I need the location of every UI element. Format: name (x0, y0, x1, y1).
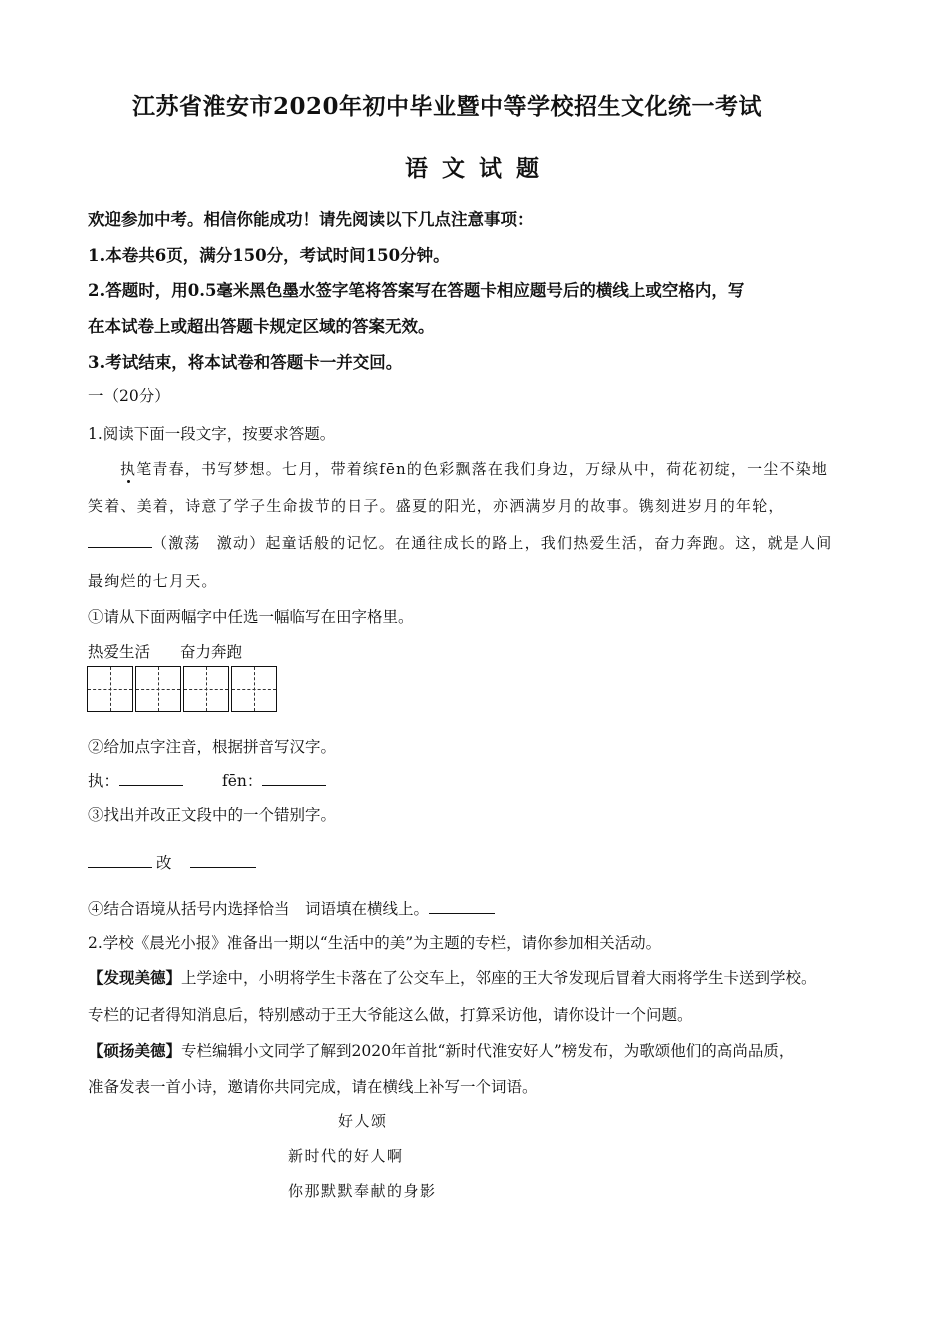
tianzige-cell[interactable] (135, 666, 181, 712)
praise-tag: 【硕扬美德】 (88, 1041, 182, 1060)
exam-title: 江苏省淮安市2020年初中毕业暨中等学校招生文化统一考试 (132, 93, 763, 120)
pinyin-answer-1 (88, 769, 183, 791)
passage-options: （激荡 激动） (152, 534, 266, 552)
notice-item-1: 1.本卷共6页，满分150分，考试时间150分钟。 (88, 246, 450, 265)
praise-text-1: 专栏编辑小文同学了解到2020年首批“新时代淮安好人”榜发布，为歌颂他们的高尚品质， (181, 1042, 795, 1060)
passage-line-3 (88, 532, 832, 553)
q1-sub4-text: ④结合语境从括号内选择恰当 词语填在横线上。 (88, 900, 430, 918)
poem-line-1: 新时代的好人啊 (288, 1147, 404, 1165)
passage-line-4: 最绚烂的七月天。 (88, 572, 218, 590)
q1-sub3: ③找出并改正文段中的一个错别字。 (88, 806, 337, 824)
correct-char-blank[interactable] (190, 853, 256, 868)
correction-line (88, 851, 256, 873)
poem-title: 好人颂 (338, 1112, 388, 1130)
pinyin-blank-1[interactable] (119, 771, 183, 786)
praise-line-2: 准备发表一首小诗，邀请你共同完成，请在横线上补写一个词语。 (88, 1078, 538, 1096)
notice-intro: 欢迎参加中考。相信你能成功！请先阅读以下几点注意事项： (88, 210, 534, 229)
q1-sub1: ①请从下面两幅字中任选一幅临写在田字格里。 (88, 608, 414, 626)
tianzige-cell[interactable] (87, 666, 133, 712)
passage-line-3-text: 起童话般的记忆。在通往成长的路上，我们热爱生活，奋力奔跑。这，就是人间 (265, 534, 833, 552)
section-heading: 一（20分） (88, 387, 170, 405)
word-option-1: 热爱生活 (88, 643, 151, 661)
word-option-2: 奋力奔跑 (180, 643, 243, 661)
discover-line-1 (88, 966, 817, 988)
praise-line-1 (88, 1039, 794, 1061)
notice-item-3: 3.考试结束，将本试卷和答题卡一并交回。 (88, 353, 403, 372)
discover-line-2: 专栏的记者得知消息后，特别感动于王大爷能这么做，打算采访他，请你设计一个问题。 (88, 1006, 693, 1024)
pinyin-answer-2 (222, 769, 326, 791)
discover-text-1: 上学途中，小明将学生卡落在了公交车上，邻座的王大爷发现后冒着大雨将学生卡送到学校。 (181, 969, 817, 987)
q2-prompt: 2.学校《晨光小报》准备出一期以“生活中的美”为主题的专栏，请你参加相关活动。 (88, 934, 662, 952)
q1-sub2: ②给加点字注音，根据拼音写汉字。 (88, 738, 337, 756)
passage-line-1 (120, 458, 828, 479)
pinyin-label-2: fēn： (222, 772, 263, 790)
q1-sub4 (88, 897, 495, 919)
answer-blank[interactable] (88, 533, 152, 548)
tianzige-cell[interactable] (183, 666, 229, 712)
tianzige-cell[interactable] (231, 666, 277, 712)
word-choice-blank[interactable] (429, 899, 495, 914)
tianzige-grid (87, 666, 279, 712)
wrong-char-blank[interactable] (88, 853, 152, 868)
pinyin-label-1: 执： (88, 772, 120, 790)
q1-prompt: 1.阅读下面一段文字，按要求答题。 (88, 425, 336, 443)
dotted-char: 执 (120, 460, 137, 478)
notice-item-2: 2.答题时，用0.5毫米黑色墨水签字笔将答案写在答题卡相应题号后的横线上或空格内，写 (88, 281, 745, 300)
poem-line-2: 你那默默奉献的身影 (288, 1182, 437, 1200)
passage-line-1-text: 笔青春，书写梦想。七月，带着缤fēn的色彩飘落在我们身边，万绿从中，荷花初绽，一尘不染地 (136, 460, 829, 478)
discover-tag: 【发现美德】 (88, 968, 182, 987)
passage-line-2: 笑着、美着，诗意了学子生命拔节的日子。盛夏的阳光，亦洒满岁月的故事。镌刻进岁月的年轮， (88, 497, 785, 515)
exam-subtitle: 语文试题 (405, 155, 553, 182)
pinyin-blank-2[interactable] (262, 771, 326, 786)
correction-word: 改 (156, 854, 172, 872)
notice-item-2-cont: 在本试卷上或超出答题卡规定区域的答案无效。 (88, 317, 435, 336)
